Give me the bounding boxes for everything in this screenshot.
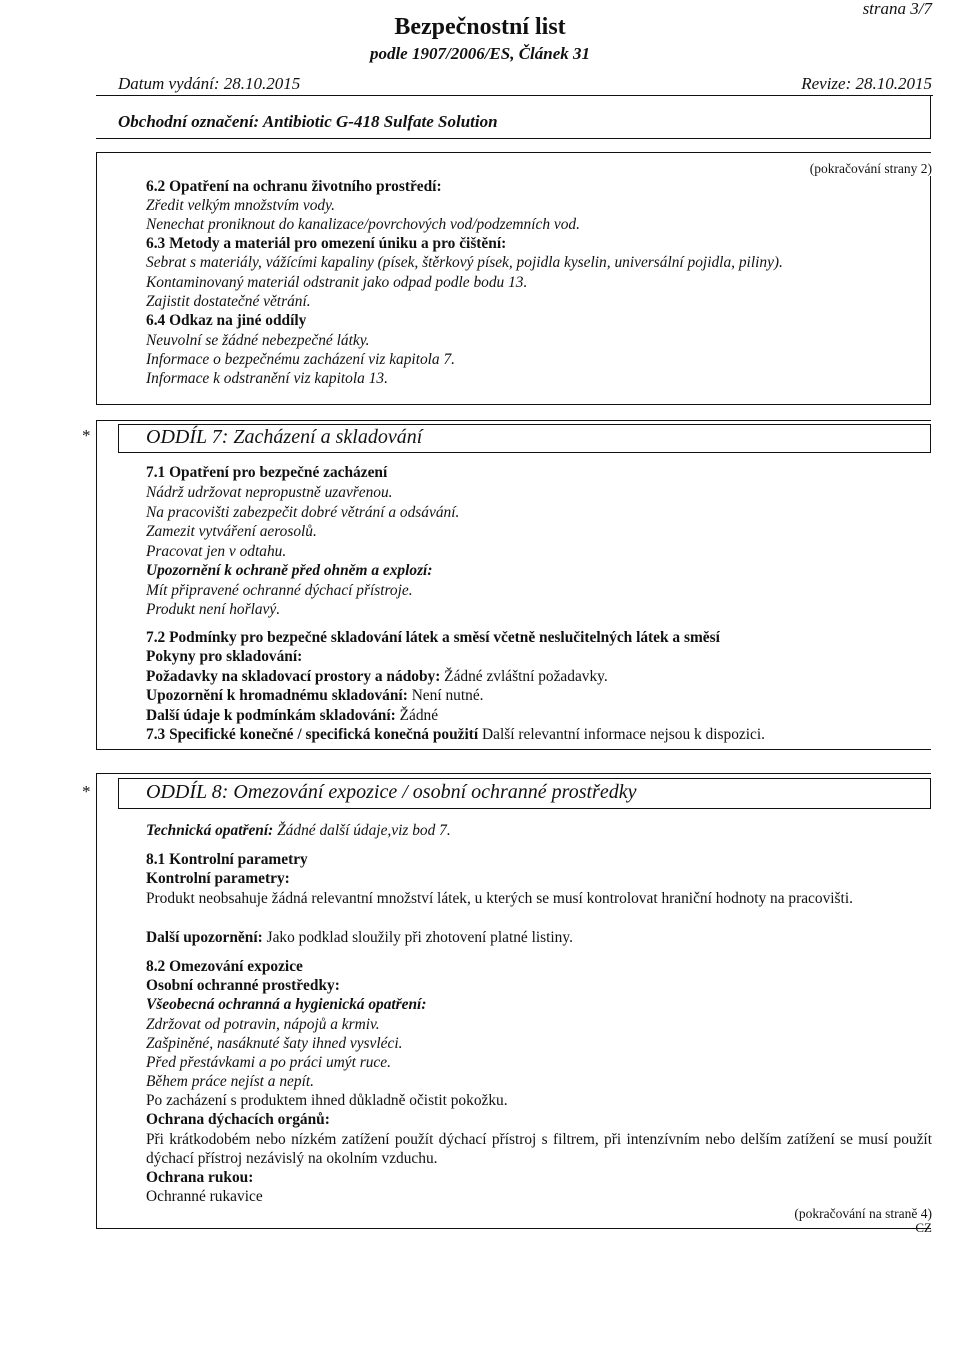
respiratory-heading: Ochrana dýchacích orgánů: bbox=[146, 1111, 330, 1128]
text-line: Mít připravené ochranné dýchací přístroje. bbox=[146, 582, 413, 599]
field-value: Další relevantní informace nejsou k dispozici. bbox=[478, 726, 765, 743]
storage-other bbox=[146, 707, 438, 725]
field-label: Další upozornění: bbox=[146, 929, 263, 946]
section-7-title: ODDÍL 7: Zacházení a skladování bbox=[146, 426, 423, 448]
subsection-7-2-heading: 7.2 Podmínky pro bezpečné skladování látek a směsí včetně neslučitelných látek a směsí bbox=[146, 629, 720, 646]
text-line: Po zacházení s produktem ihned důkladně očistit pokožku. bbox=[146, 1092, 508, 1109]
trade-name: Obchodní označení: Antibiotic G-418 Sulfate Solution bbox=[118, 112, 498, 131]
field-label: Technická opatření: bbox=[146, 822, 274, 839]
subsection-8-2-heading: 8.2 Omezování expozice bbox=[146, 958, 303, 975]
subsection-8-1-heading: 8.1 Kontrolní parametry bbox=[146, 851, 308, 868]
storage-requirements bbox=[146, 668, 608, 686]
fire-protection-heading: Upozornění k ochraně před ohněm a explozí: bbox=[146, 562, 433, 579]
document-subtitle: podle 1907/2006/ES, Článek 31 bbox=[369, 44, 591, 63]
subsection-6-4-heading: 6.4 Odkaz na jiné oddíly bbox=[146, 312, 307, 329]
text-line: Pracovat jen v odtahu. bbox=[146, 543, 287, 560]
text-line: Zředit velkým množstvím vody. bbox=[146, 197, 335, 214]
subsection-6-3-heading: 6.3 Metody a materiál pro omezení úniku a pro čištění: bbox=[146, 235, 507, 252]
text-line: Produkt není hořlavý. bbox=[146, 601, 281, 618]
field-value: Jako podklad sloužily při zhotovení platné listiny. bbox=[262, 929, 573, 946]
subsection-7-1-heading: 7.1 Opatření pro bezpečné zacházení bbox=[146, 464, 388, 481]
text-line: Před přestávkami a po práci umýt ruce. bbox=[146, 1054, 391, 1071]
field-label: Upozornění k hromadnému skladování: bbox=[146, 687, 408, 704]
text-line: Během práce nejíst a nepít. bbox=[146, 1073, 314, 1090]
document-title: Bezpečnostní list bbox=[394, 14, 566, 40]
storage-heading: Pokyny pro skladování: bbox=[146, 648, 303, 665]
control-params-text: Produkt neobsahuje žádná relevantní množství látek, u kterých se musí kontrolovat hraniční hodnoty na pracovišti. bbox=[146, 890, 853, 907]
section-6-frame-right bbox=[930, 176, 931, 405]
continued-from-note: (pokračování strany 2) bbox=[809, 161, 932, 176]
revision-date: Revize: 28.10.2015 bbox=[801, 74, 932, 93]
section-8-title: ODDÍL 8: Omezování expozice / osobní ochranné prostředky bbox=[146, 781, 637, 803]
control-params-heading: Kontrolní parametry: bbox=[146, 870, 290, 887]
text-line: Sebrat s materiály, vážícími kapaliny (písek, štěrkový písek, pojidla kyselin, universální pojidla, piliny). bbox=[146, 254, 783, 271]
text-line: Zdržovat od potravin, nápojů a krmiv. bbox=[146, 1016, 380, 1033]
further-notes bbox=[146, 929, 573, 947]
text-line: Zamezit vytváření aerosolů. bbox=[146, 523, 317, 540]
respiratory-text: Při krátkodobém nebo nízkém zatížení použít dýchací přístroj s filtrem, při intenzívním nebo delším zatížení se musí použít dýchací přístroj nezávislý na okolním vzduchu. bbox=[146, 1131, 932, 1167]
language-code: CZ bbox=[915, 1220, 932, 1235]
issue-date: Datum vydání: 28.10.2015 bbox=[118, 74, 301, 93]
text-line: Zajistit dostatečné větrání. bbox=[146, 293, 311, 310]
page-number: strana 3/7 bbox=[862, 0, 932, 18]
text-line: Informace k odstranění viz kapitola 13. bbox=[146, 370, 388, 387]
field-value: Žádné další údaje,viz bod 7. bbox=[273, 822, 451, 839]
text-line: Zašpiněné, nasáknuté šaty ihned vysvléci. bbox=[146, 1035, 403, 1052]
text-line: Nádrž udržovat nepropustně uzavřenou. bbox=[146, 484, 393, 501]
text-line: Nenechat proniknout do kanalizace/povrchových vod/podzemních vod. bbox=[146, 216, 580, 233]
change-marker: * bbox=[82, 426, 91, 445]
change-marker: * bbox=[82, 782, 91, 801]
text-line: Kontaminovaný materiál odstranit jako odpad podle bodu 13. bbox=[146, 274, 528, 291]
technical-measures bbox=[146, 822, 451, 840]
field-value: Žádné zvláštní požadavky. bbox=[440, 668, 608, 685]
ppe-heading: Osobní ochranné prostředky: bbox=[146, 977, 340, 994]
field-value: Žádné bbox=[395, 707, 439, 724]
field-value: Není nutné. bbox=[407, 687, 484, 704]
text-line: Neuvolní se žádné nebezpečné látky. bbox=[146, 332, 370, 349]
subsection-7-3 bbox=[146, 726, 765, 744]
text-line: Informace o bezpečnému zacházení viz kapitola 7. bbox=[146, 351, 456, 368]
subsection-6-2-heading: 6.2 Opatření na ochranu životního prostředí: bbox=[146, 178, 442, 195]
text-line: Na pracovišti zabezpečit dobré větrání a odsávání. bbox=[146, 504, 460, 521]
hand-protection-heading: Ochrana rukou: bbox=[146, 1169, 254, 1186]
continued-to-note: (pokračování na straně 4) bbox=[794, 1206, 932, 1221]
field-label: Požadavky na skladovací prostory a nádoby: bbox=[146, 668, 441, 685]
field-label: Další údaje k podmínkám skladování: bbox=[146, 707, 396, 724]
bulk-storage bbox=[146, 687, 484, 705]
hygiene-heading: Všeobecná ochranná a hygienická opatření: bbox=[146, 996, 427, 1013]
field-label: 7.3 Specifické konečné / specifická konečná použití bbox=[146, 726, 479, 743]
text-line: Ochranné rukavice bbox=[146, 1188, 263, 1205]
